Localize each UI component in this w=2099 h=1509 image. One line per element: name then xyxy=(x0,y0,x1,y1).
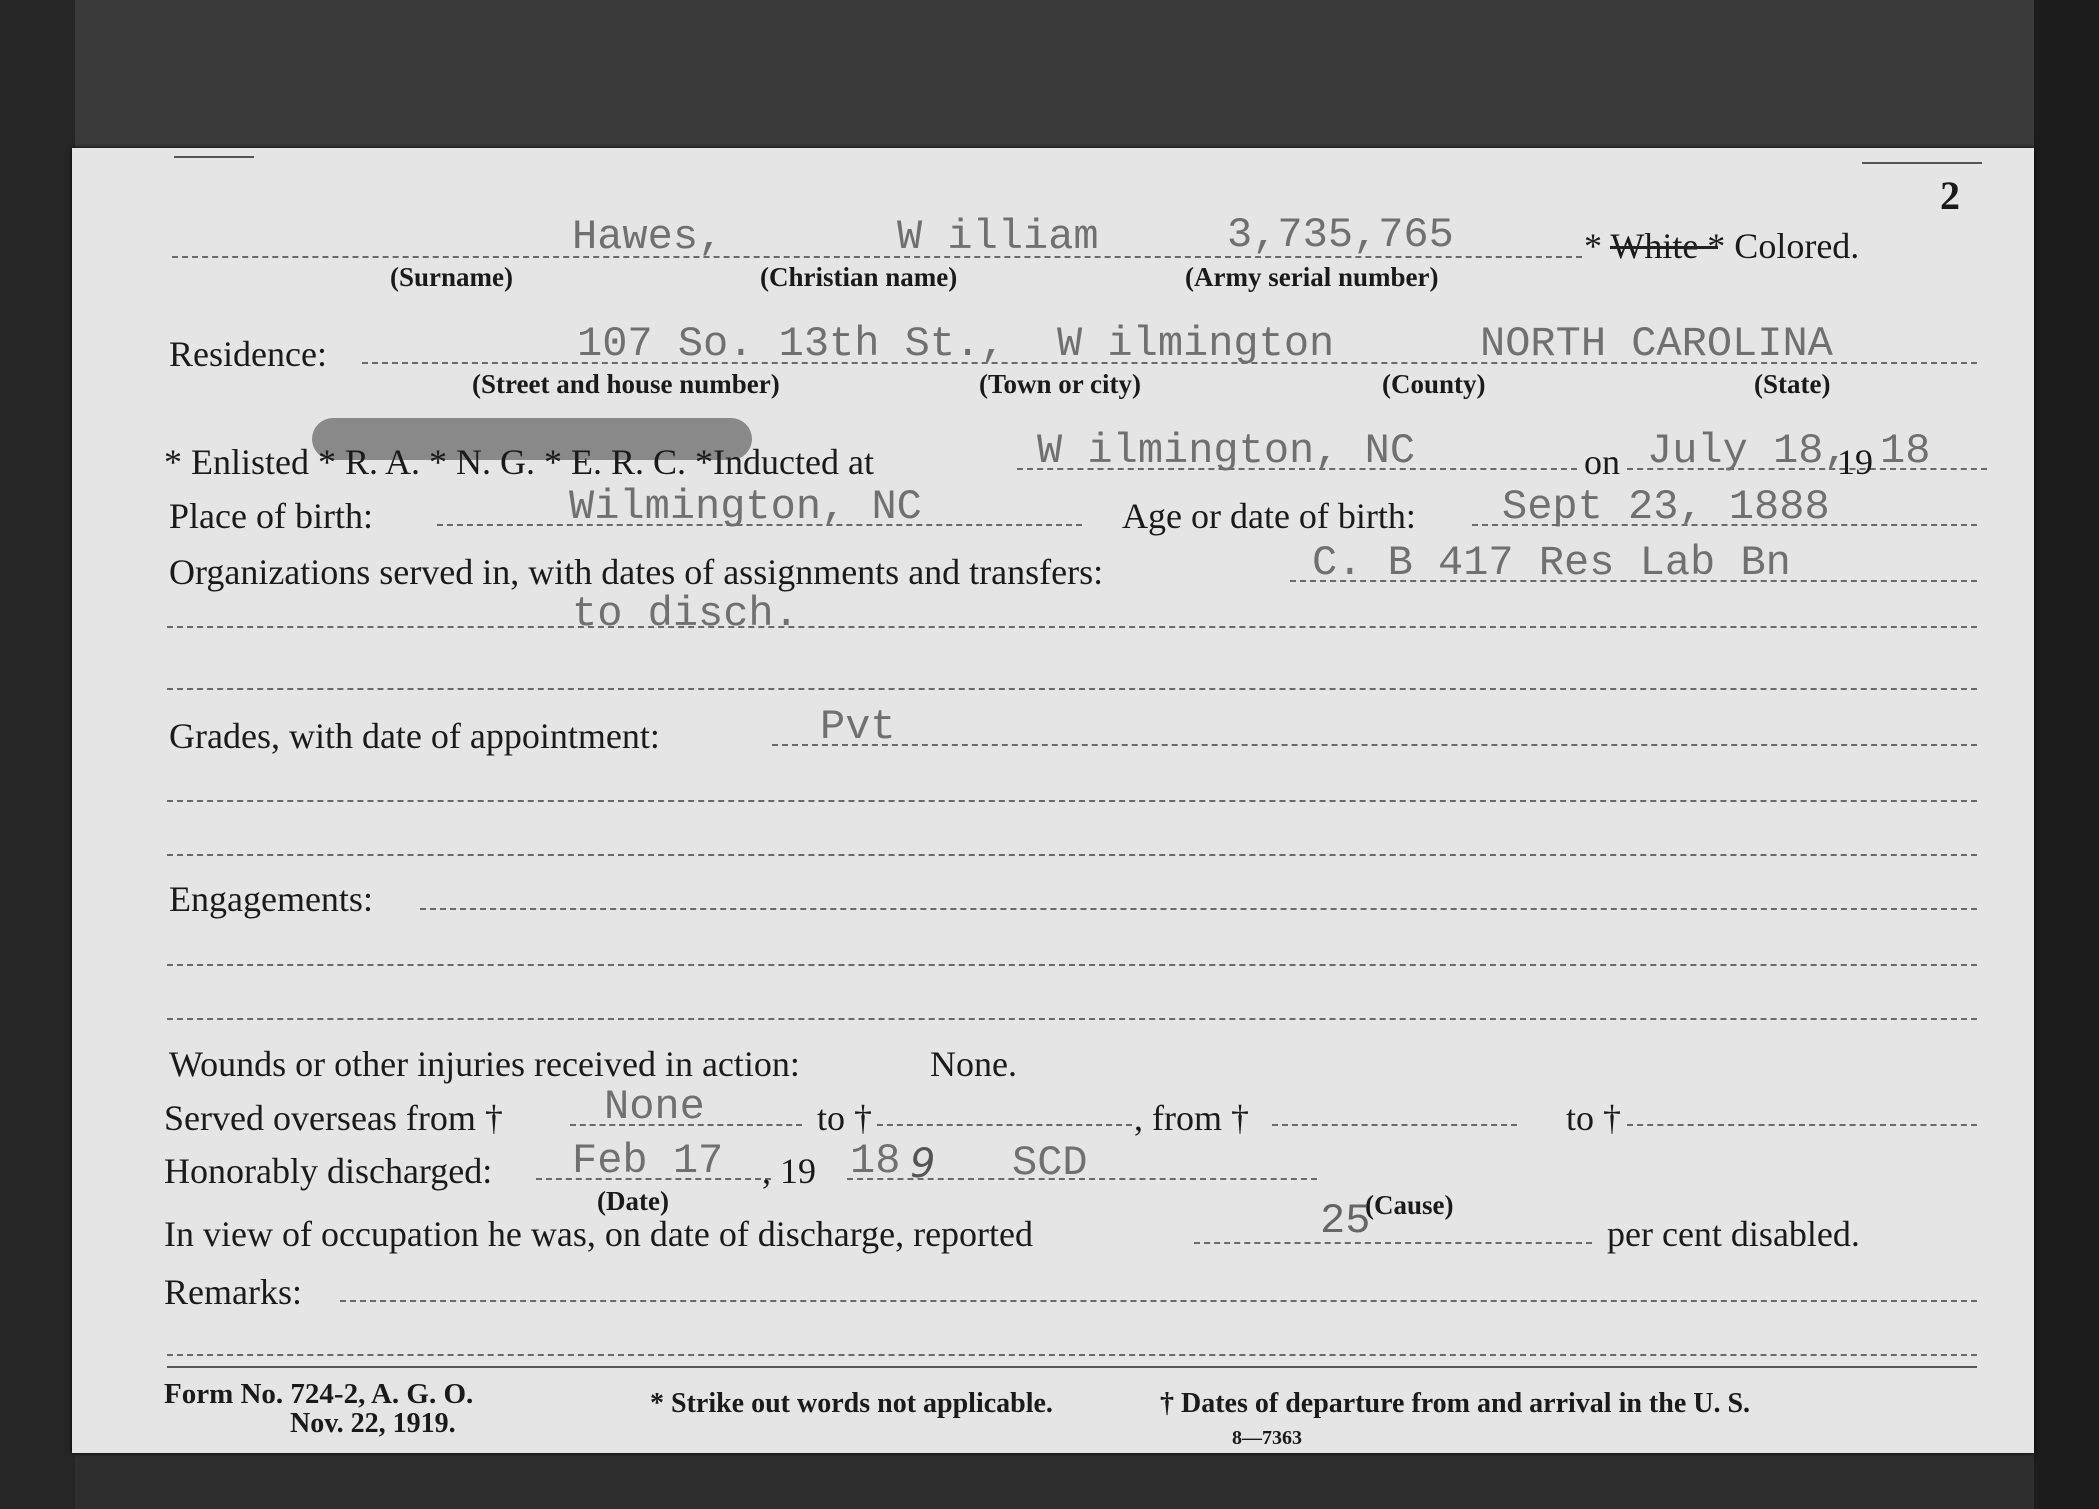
organizations-value-1: C. B 417 Res Lab Bn xyxy=(1312,539,1791,587)
grades-line-3 xyxy=(167,854,1977,856)
background-left xyxy=(0,0,75,1509)
residence-label: Residence: xyxy=(169,334,327,374)
discharge-label: Honorably discharged: xyxy=(164,1151,493,1191)
place-of-birth-value: Wilmington, NC xyxy=(569,483,922,531)
discharge-date-value: Feb 17 xyxy=(572,1137,724,1185)
christian-name-value: W illiam xyxy=(897,213,1099,261)
grades-value: Pvt xyxy=(820,703,896,751)
disability-suffix: per cent disabled. xyxy=(1607,1214,1860,1254)
overseas-to-line xyxy=(877,1124,1132,1126)
induction-date-value: July 18, xyxy=(1647,427,1849,475)
organizations-line-2 xyxy=(167,626,1977,628)
inducted-at-value: W ilmington, NC xyxy=(1037,427,1416,475)
disability-line xyxy=(1194,1242,1592,1244)
discharge-year-value: 18 xyxy=(850,1137,901,1185)
overseas-from-value: None xyxy=(604,1083,705,1131)
background-top xyxy=(0,0,2099,150)
enlisted-label: * Enlisted * R. A. * N. G. * E. R. C. *Inducted at xyxy=(164,442,874,482)
discharge-cause-caption: (Cause) xyxy=(1365,1190,1454,1220)
wounds-value: None. xyxy=(930,1044,1017,1084)
remarks-line-2 xyxy=(167,1354,1977,1356)
surname-label: (Surname) xyxy=(390,262,513,292)
overseas-to-label: to † xyxy=(817,1098,873,1138)
remarks-line-1 xyxy=(340,1300,1977,1302)
overseas-to2-label: to † xyxy=(1566,1098,1622,1138)
dates-note: † Dates of departure from and arrival in the U. S. xyxy=(1160,1388,1751,1419)
engagements-line-2 xyxy=(167,964,1977,966)
street-label: (Street and house number) xyxy=(472,369,780,399)
record-card xyxy=(72,148,2034,1453)
induction-year-value: 18 xyxy=(1880,427,1931,475)
discharge-year-correction: 9 xyxy=(910,1141,936,1187)
state-value: NORTH CAROLINA xyxy=(1480,320,1833,368)
race-options: * White * Colored. xyxy=(1584,226,1860,266)
engagements-label: Engagements: xyxy=(169,879,373,919)
race-white-strikeout xyxy=(1610,246,1718,249)
grades-line-2 xyxy=(167,800,1977,802)
serial-number-value: 3,735,765 xyxy=(1227,211,1454,259)
birth-date-value: Sept 23, 1888 xyxy=(1502,483,1830,531)
state-label: (State) xyxy=(1754,369,1831,399)
on-label: on xyxy=(1584,442,1620,482)
form-number: Form No. 724-2, A. G. O. xyxy=(164,1378,474,1410)
form-date: Nov. 22, 1919. xyxy=(290,1408,456,1439)
christian-name-label: (Christian name) xyxy=(760,262,958,292)
grades-line-1 xyxy=(772,744,1977,746)
discharge-date-caption: (Date) xyxy=(597,1186,669,1216)
organizations-value-2: to disch. xyxy=(572,590,799,638)
strike-out-note: * Strike out words not applicable. xyxy=(650,1388,1053,1419)
town-label: (Town or city) xyxy=(979,369,1141,399)
county-label: (County) xyxy=(1382,369,1486,399)
disability-label: In view of occupation he was, on date of discharge, reported xyxy=(164,1214,1034,1254)
footer-rule xyxy=(167,1366,1977,1368)
top-left-mark xyxy=(174,156,254,158)
background-right xyxy=(2034,0,2099,1509)
discharge-year-prefix: , 19 xyxy=(762,1151,816,1191)
serial-number-label: (Army serial number) xyxy=(1185,262,1439,292)
overseas-from2-label: , from † xyxy=(1134,1098,1249,1138)
card-number: 2 xyxy=(1940,173,1960,218)
discharge-cause-value: SCD xyxy=(1012,1139,1088,1187)
birth-date-label: Age or date of birth: xyxy=(1122,496,1416,536)
organizations-line-3 xyxy=(167,688,1977,690)
remarks-label: Remarks: xyxy=(164,1272,302,1312)
overseas-to2-line xyxy=(1627,1124,1977,1126)
surname-value: Hawes, xyxy=(572,213,724,261)
engagements-line-3 xyxy=(167,1018,1977,1020)
top-right-mark xyxy=(1862,162,1982,164)
organizations-label: Organizations served in, with dates of assignments and transfers: xyxy=(169,552,1104,592)
grades-label: Grades, with date of appointment: xyxy=(169,716,660,756)
wounds-label: Wounds or other injuries received in action: xyxy=(169,1044,800,1084)
engagements-line-1 xyxy=(420,908,1977,910)
overseas-from2-line xyxy=(1272,1124,1517,1126)
year-prefix: 19 xyxy=(1837,442,1873,482)
town-value: W ilmington xyxy=(1057,320,1335,368)
street-value: 107 So. 13th St., xyxy=(577,320,1006,368)
place-of-birth-label: Place of birth: xyxy=(169,496,373,536)
overseas-from-label: Served overseas from † xyxy=(164,1098,503,1138)
disability-value: 25 xyxy=(1320,1197,1371,1245)
print-code: 8—7363 xyxy=(1232,1427,1302,1449)
